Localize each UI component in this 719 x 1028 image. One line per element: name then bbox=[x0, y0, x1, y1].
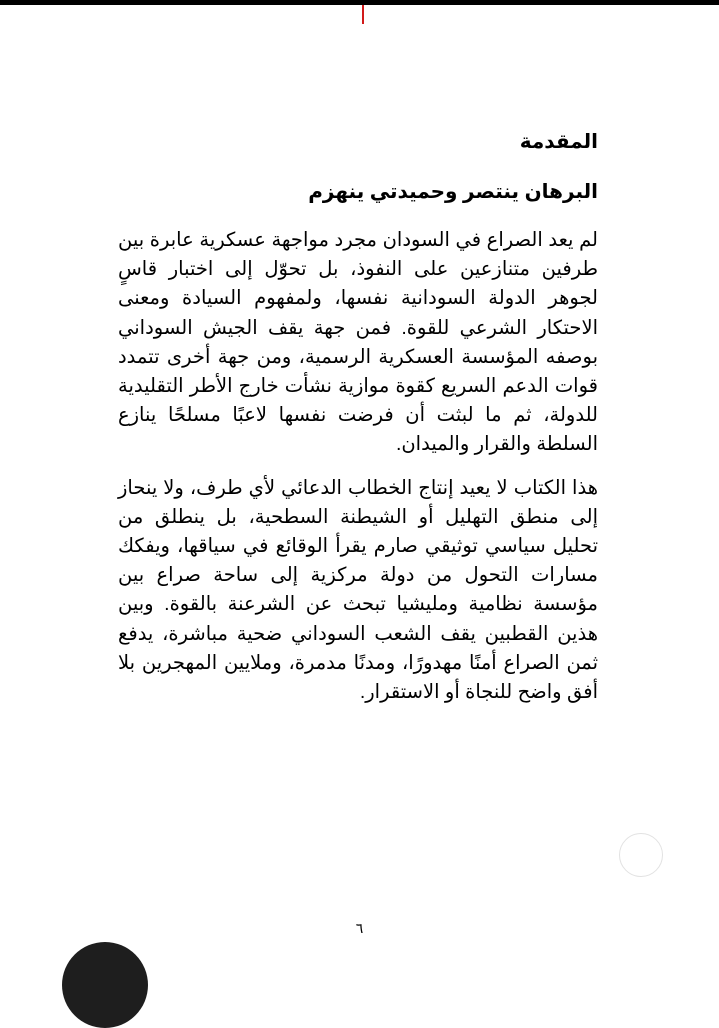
paragraph-2: هذا الكتاب لا يعيد إنتاج الخطاب الدعائي لأي طرف، ولا ينحاز إلى منطق التهليل أو الشيطنة السطحية، بل ينطلق من تحليل سياسي توثيقي صارم يقرأ الوقائع في سياقها، ويفكك مسارات التحول من دولة مركزية إلى ساحة صراع بين مؤسسة نظامية ومليشيا تبحث عن الشرعنة بالقوة. وبين هذين القطبين يقف الشعب السوداني ضحية مباشرة، يدفع ثمن الصراع أمنًا مهدورًا، ومدنًا مدمرة، وملايين المهجرين بلا أفق واضح للنجاة أو الاستقرار. bbox=[118, 476, 598, 704]
section-heading: المقدمة bbox=[519, 131, 598, 153]
floating-action-button[interactable] bbox=[62, 942, 148, 1028]
chapter-title: البرهان ينتصر وحميدتي ينهزم bbox=[308, 181, 598, 203]
paragraph-1: لم يعد الصراع في السودان مجرد مواجهة عسكرية عابرة بين طرفين متنازعين على النفوذ، بل تحوّل إلى اختبار قاسٍ لجوهر الدولة السودانية نفسها، ولمفهوم السيادة ومعنى الاحتكار الشرعي للقوة. فمن جهة يقف الجيش السوداني بوصفه المؤسسة العسكرية الرسمية، ومن جهة أخرى تتمدد قوات الدعم السريع كقوة موازية نشأت خارج الأطر التقليدية للدولة، ثم ما لبثت أن فرضت نفسها لاعبًا مسلحًا ينازع السلطة والقرار والميدان. bbox=[118, 229, 598, 456]
page-number: ٦ bbox=[355, 920, 364, 936]
top-status-bar bbox=[0, 0, 719, 5]
floating-scroll-button[interactable] bbox=[619, 833, 663, 877]
text-cursor-marker bbox=[362, 5, 364, 24]
document-page bbox=[118, 120, 598, 707]
